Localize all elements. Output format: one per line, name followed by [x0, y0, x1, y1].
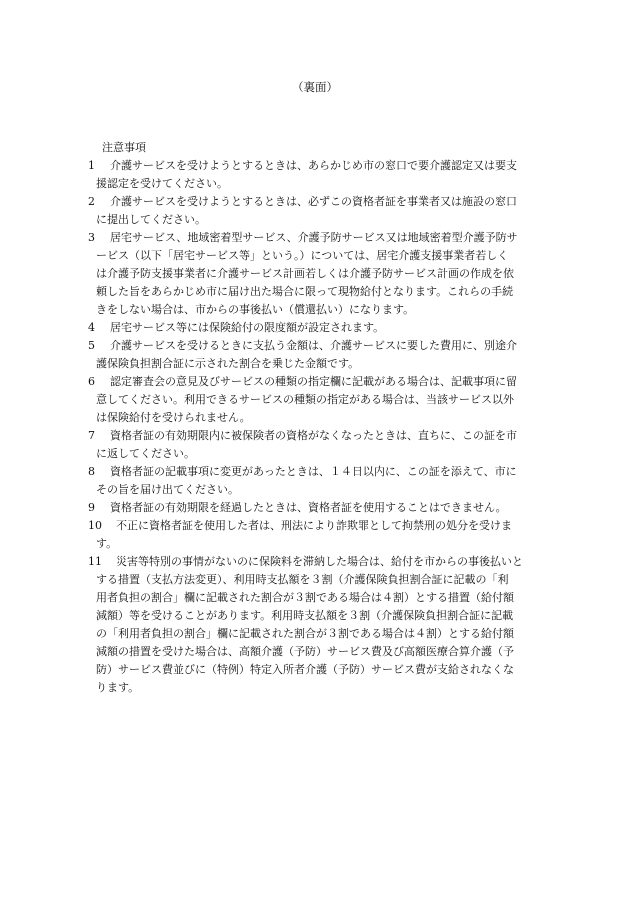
note-line: に返してください。	[96, 447, 195, 460]
note-line: 減額）等を受けることがあります。利用時支払額を３割（介護保険負担割合証に記載	[96, 609, 514, 622]
note-line: その旨を届け出てください。	[96, 483, 239, 496]
note-line: 減額の措置を受けた場合は、高額介護（予防）サービス費及び高額医療合算介護（予	[96, 645, 514, 658]
note-line: 護保険負担割合証に示された割合を乗じた金額です。	[96, 357, 360, 370]
note-line: 資格者証の有効期限内に被保険者の資格がなくなったときは、直ちに、この証を市	[110, 429, 517, 442]
note-line: 認定審査会の意見及びサービスの種類の指定欄に記載がある場合は、記載事項に留	[110, 375, 517, 388]
note-line: は保険給付を受けられません。	[96, 411, 251, 424]
note-text	[88, 337, 550, 373]
note-line: 頼した旨をあらかじめ市に届け出た場合に限って現物給付となります。これらの手続	[96, 285, 514, 298]
note-text	[88, 157, 550, 193]
note-line: 介護サービスを受けようとするときは、あらかじめ市の窓口で要介護認定又は要支	[110, 159, 517, 172]
note-line: 防）サービス費並びに（特例）特定入所者介護（予防）サービス費が支給されなくな	[96, 663, 514, 676]
note-item	[88, 427, 550, 463]
note-text	[88, 427, 550, 463]
note-number: 4	[88, 321, 95, 334]
note-item	[88, 229, 550, 319]
note-line: 居宅サービス、地域密着型サービス、介護予防サービス又は地域密着型介護予防サ	[110, 231, 518, 244]
note-line: きをしない場合は、市からの事後払い（償還払い）になります。	[96, 303, 415, 316]
note-item	[88, 463, 550, 499]
note-text	[88, 193, 550, 229]
note-number: 6	[88, 375, 95, 388]
note-text	[88, 463, 550, 499]
note-line: 資格者証の記載事項に変更があったときは、１４日以内に、この証を添えて、市に	[110, 465, 517, 478]
note-line: ービス（以下「居宅サービス等」という。）については、居宅介護支援事業者若しく	[96, 249, 509, 262]
notes-list	[88, 157, 550, 697]
note-line: ります。	[96, 681, 140, 694]
note-number: 7	[88, 429, 95, 442]
page-title: （裏面）	[292, 80, 338, 94]
note-text	[88, 517, 550, 553]
notes-heading: 注意事項	[102, 141, 146, 154]
note-line: 介護サービスを受けようとするときは、必ずこの資格者証を事業者又は施設の窓口	[110, 195, 517, 208]
note-line: 介護サービスを受けるときに支払う金額は、介護サービスに要した費用に、別途介	[110, 339, 517, 352]
note-text	[88, 553, 550, 697]
note-item	[88, 499, 550, 517]
note-item	[88, 319, 550, 337]
note-item	[88, 193, 550, 229]
note-line: の「利用者負担の割合」欄に記載された割合が３割である場合は４割）とする給付額	[96, 627, 514, 640]
note-number: 10	[88, 519, 102, 532]
note-number: 1	[88, 159, 95, 172]
note-number: 9	[88, 501, 95, 514]
note-line: に提出してください。	[96, 213, 206, 226]
note-item	[88, 157, 550, 193]
note-number: 5	[88, 339, 95, 352]
note-item	[88, 517, 550, 553]
note-line: は介護予防支援事業者に介護サービス計画若しくは介護予防サービス計画の作成を依	[96, 267, 514, 280]
note-item	[88, 373, 550, 427]
note-line: 意してください。利用できるサービスの種類の指定がある場合は、当該サービス以外	[96, 393, 514, 406]
note-item	[88, 337, 550, 373]
note-line: 援認定を受けてください。	[96, 177, 228, 190]
note-line: 用者負担の割合」欄に記載された割合が３割である場合は４割）とする措置（給付額	[96, 591, 514, 604]
note-number: 11	[88, 555, 102, 568]
note-text	[88, 319, 550, 337]
note-text	[88, 229, 550, 319]
note-line: 災害等特別の事情がないのに保険料を滞納した場合は、給付を市からの事後払いと	[116, 555, 523, 568]
note-number: 3	[88, 231, 95, 244]
note-line: 資格者証の有効期限を経過したときは、資格者証を使用することはできません。	[110, 501, 507, 514]
note-line: 不正に資格者証を使用した者は、刑法により詐欺罪として拘禁刑の処分を受けま	[116, 519, 512, 532]
note-line: する措置（支払方法変更）、利用時支払額を３割（介護保険負担割合証に記載の「利	[96, 573, 509, 586]
note-number: 8	[88, 465, 95, 478]
note-text	[88, 499, 550, 517]
note-line: す。	[96, 537, 118, 550]
note-item	[88, 553, 550, 697]
note-text	[88, 373, 550, 427]
note-line: 居宅サービス等には保険給付の限度額が設定されます。	[110, 321, 385, 334]
notes-section	[88, 139, 550, 697]
note-number: 2	[88, 195, 95, 208]
